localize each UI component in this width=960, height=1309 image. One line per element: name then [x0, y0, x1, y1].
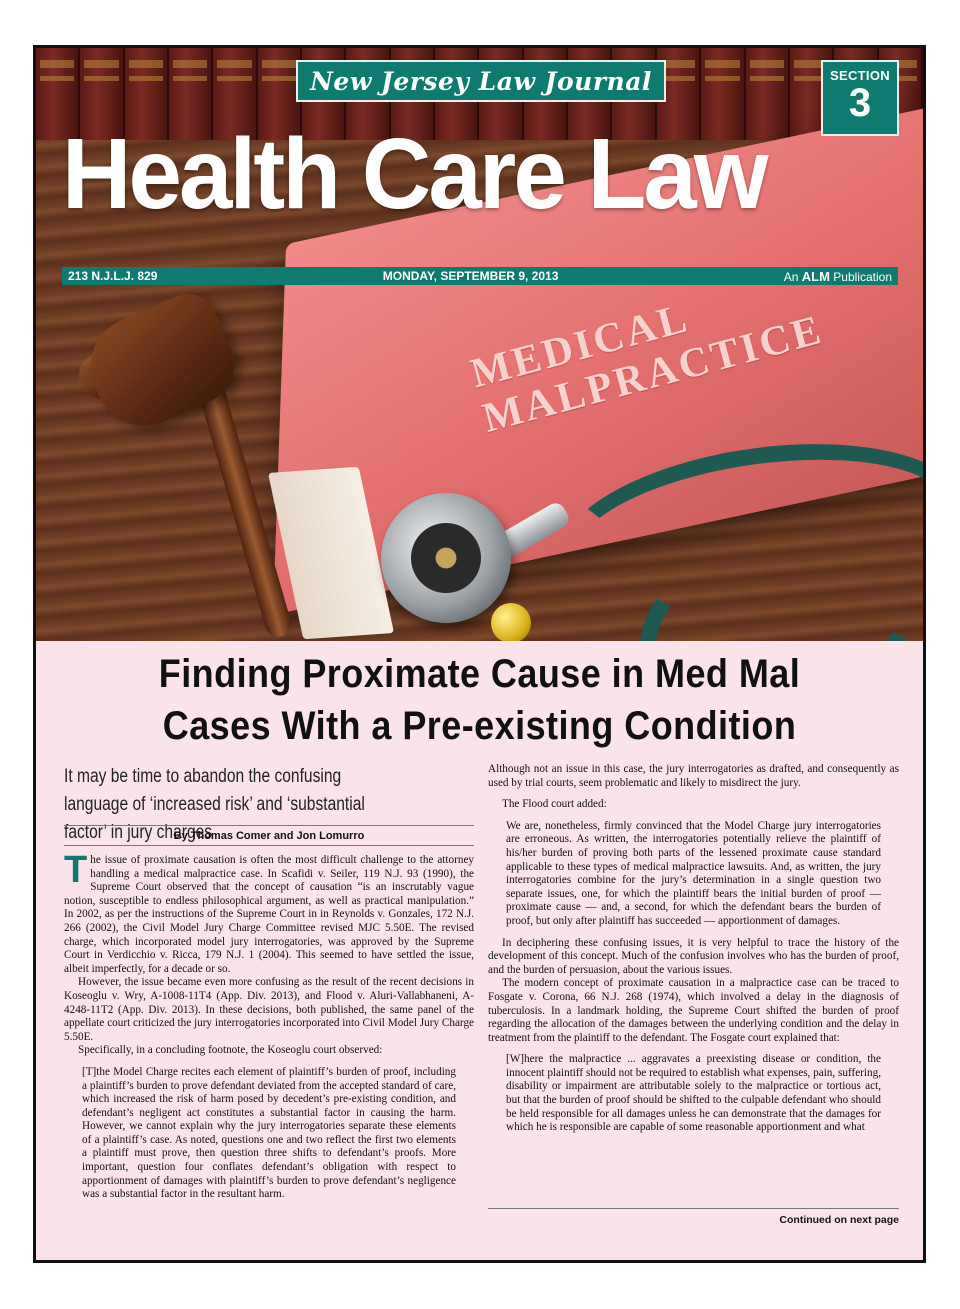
- publication-nameplate: [296, 60, 666, 102]
- publication-name: New Jersey Law Journal: [310, 66, 652, 96]
- divider: [64, 845, 474, 846]
- paragraph: However, the issue became even more confusing as the result of the recent decisions in Koseoglu v. Wry, A-1008-11T4 (App. Div. 2013), and Flood v. Aluri-Vallabhaneni, A-4248-11T2 (App. Div. 2013). In these decisions, both published, the same panel of the appellate court criticized the jury interrogatories incorporated into Civil Model Jury Charge 5.50E.: [64, 976, 474, 1043]
- page-frame: [33, 45, 926, 1263]
- paragraph: Specifically, in a concluding footnote, the Koseoglu court observed:: [78, 1044, 383, 1057]
- article-byline: By Thomas Comer and Jon Lomurro: [173, 830, 365, 842]
- cover-photo: [36, 48, 923, 641]
- block-quote: [W]here the malpractice ... aggravates a preexisting disease or condition, the innocent plaintiff should not be required to establish what expenses, pain, suffering, disability or impairment are attributable solely to the malpractice or tortious act, but that the burden of proof should be shifted to the culpable defendant who should be held responsible for all damages unless he can demonstrate that the damages for which he is responsible are capable of some reasonable apportionment and what: [506, 1053, 881, 1134]
- book-cover-title: MEDICAL MALPRACTICE: [466, 295, 829, 442]
- continued-link[interactable]: Continued on next page: [779, 1214, 899, 1226]
- paragraph: The issue of proximate causation is often the most difficult challenge to the attorney handling a medical malpractice case. In Scafidi v. Seiler, 119 N.J. 93 (1990), the Supreme Court observed that the concept of causation “is an inscrutably vague notion, susceptible to endless philosophical argument, as well as practical manipulation.” In 2002, as per the instructions of the Supreme Court in in Reynolds v. Gonzales, 172 N.J. 266 (2002), the Civil Model Jury Charge Committee revised MJC 5.50E. The revised charge, which incorporated model jury interrogatories, was approved by the Supreme Court in Verdicchio v. Ricca, 179 N.J. 1 (2004). This seemed to have settled the issue, albeit imperfectly, for a decade or so.: [64, 849, 474, 975]
- masthead-title: Health Care Law: [62, 118, 766, 230]
- article-column-left: [64, 849, 474, 1202]
- dateline-bar: [62, 267, 898, 285]
- divider: [488, 1208, 899, 1209]
- stethoscope-chestpiece: [381, 493, 511, 623]
- block-quote: We are, nonetheless, firmly convinced that the Model Charge jury interrogatories are erroneous. As written, the interrogatories potentially relieve the plaintiff of his/her burden of proving both parts of the lessened proximate cause standard applicable to these types of medical malpractice lawsuits. And, as written, the jury interrogatories combine for the jury’s determination in a single question two separate issues, one, for which the plaintiff bears the initial burden of proof — proximate cause — and, a second, for which the defendant bears the burden of proof, but only after plaintiff has succeeded — apportionment of damages.: [506, 819, 881, 927]
- citation: 213 N.J.L.J. 829: [68, 269, 158, 283]
- section-number: 3: [848, 81, 872, 125]
- publisher-credit: An ALM Publication: [783, 268, 892, 284]
- divider: [64, 825, 474, 826]
- paragraph: The modern concept of proximate causation in a malpractice case can be traced to Fosgate v. Corona, 66 N.J. 268 (1974), which involved a delay in the diagnosis of tuberculosis. In a landmark holding, the Supreme Court shifted the burden of proof regarding the allocation of the damages between the underlying condition and the delay in treatment from the plaintiff to the defendant. The Fosgate court explained that:: [488, 977, 899, 1044]
- section-label: SECTION: [830, 68, 890, 83]
- drop-cap: T: [64, 849, 88, 891]
- article-headline: Finding Proximate Cause in Med Mal Cases With a Pre-existing Condition: [158, 652, 801, 748]
- paragraph: Although not an issue in this case, the jury interrogatories as drafted, and consequently as used by trial courts, seem problematic and likely to misdirect the jury.: [488, 763, 899, 789]
- paragraph: The Flood court added:: [502, 798, 607, 811]
- block-quote: [T]the Model Charge recites each element of plaintiff’s burden of proof, including a plaintiff’s burden to prove defendant deviated from the accepted standard of care, which increased the risk of harm posed by decedent’s pre-existing condition, and defendant’s negligent act constitutes a substantial factor in causing the harm. However, we cannot explain why the jury interrogatories separate these elements of a plaintiff’s case. As noted, questions one and two reflect the first two elements a plaintiff must prove, then question three shifts to defendant’s proofs. More important, question four conflates defendant’s obligation with respect to apportionment of damages with plaintiff’s burden to prove defendant’s negligence was a substantial factor in the resultant harm.: [82, 1065, 456, 1201]
- issue-date: MONDAY, SEPTEMBER 9, 2013: [382, 269, 559, 283]
- paragraph: In deciphering these confusing issues, it is very helpful to trace the history of the development of this concept. Much of the confusion involves who has the burden of proof, and the burden of persuasion, about the various issues.: [488, 936, 899, 976]
- article-column-right: [488, 763, 899, 1135]
- publisher-logo: ALM: [801, 268, 830, 284]
- article-deck: It may be time to abandon the confusing language of ‘increased risk’ and ‘substantial factor’ in jury charges: [64, 766, 365, 843]
